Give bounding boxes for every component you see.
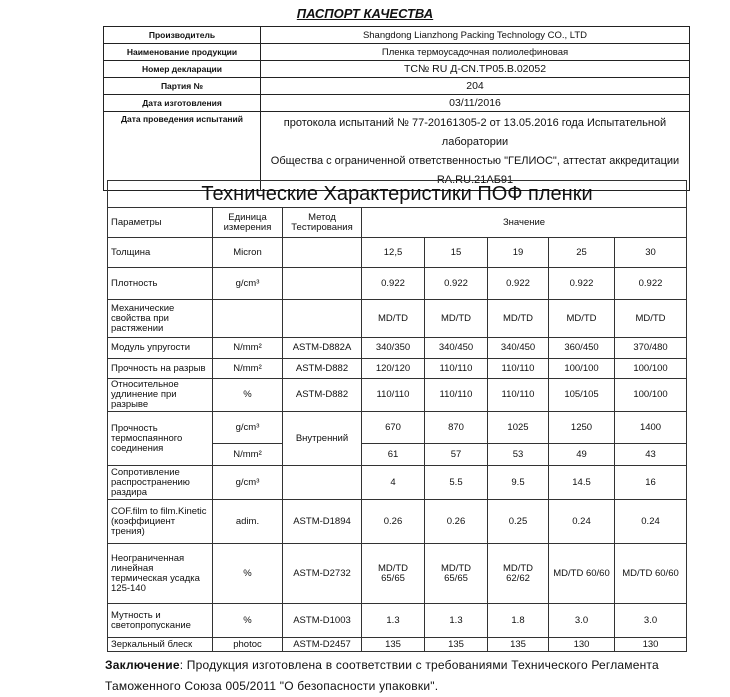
value-cell: 110/110: [425, 359, 488, 379]
value-cell: 49: [549, 444, 615, 466]
value-cell: 0.922: [425, 268, 488, 300]
param-cell: Сопротивление распространению раздира: [108, 466, 213, 500]
param-cell: Механические свойства при растяжении: [108, 300, 213, 338]
passport-row: [104, 112, 690, 191]
value-cell: 15: [425, 238, 488, 268]
value-cell: 4: [362, 466, 425, 500]
value-cell: 1.3: [425, 604, 488, 638]
spec-row: [108, 500, 687, 544]
value-cell: MD/TD 62/62: [488, 544, 549, 604]
header-method: Метод Тестирования: [283, 208, 362, 238]
conclusion-text: : Продукция изготовлена в соответствии с требованиями Технического Регламента: [179, 658, 659, 672]
spec-row: [108, 379, 687, 412]
value-cell: MD/TD: [425, 300, 488, 338]
unit-cell: g/cm³: [213, 268, 283, 300]
value-cell: 110/110: [488, 359, 549, 379]
value-cell: 110/110: [425, 379, 488, 412]
spec-row: [108, 604, 687, 638]
value-cell: MD/TD: [615, 300, 687, 338]
unit-cell: photoc: [213, 638, 283, 652]
spec-table: [107, 180, 687, 652]
unit-cell: N/mm²: [213, 444, 283, 466]
header-value: Значение: [362, 208, 687, 238]
value-cell: 670: [362, 412, 425, 444]
value-cell: 135: [425, 638, 488, 652]
passport-value: Shangdong Lianzhong Packing Technology CO., LTD: [261, 27, 690, 44]
test-protocol-line: протокола испытаний № 77-20161305-2 от 13.05.2016 года Испытательной лаборатории: [283, 117, 667, 148]
passport-table: [103, 26, 690, 191]
value-cell: 5.5: [425, 466, 488, 500]
param-cell: Мутность и светопропускание: [108, 604, 213, 638]
value-cell: 25: [549, 238, 615, 268]
value-cell: 120/120: [362, 359, 425, 379]
value-cell: MD/TD 65/65: [362, 544, 425, 604]
value-cell: 0.922: [488, 268, 549, 300]
value-cell: 9.5: [488, 466, 549, 500]
param-cell: Зеркальный блеск: [108, 638, 213, 652]
conclusion: [105, 655, 687, 697]
spec-row: [108, 338, 687, 359]
passport-label: Дата изготовления: [104, 95, 261, 112]
spec-row: [108, 300, 687, 338]
value-cell: 0.26: [425, 500, 488, 544]
conclusion-label: Заключение: [105, 658, 180, 672]
value-cell: 3.0: [615, 604, 687, 638]
value-cell: 57: [425, 444, 488, 466]
value-cell: 61: [362, 444, 425, 466]
value-cell: 0.24: [615, 500, 687, 544]
method-cell: [283, 466, 362, 500]
method-cell: ASTM-D882: [283, 359, 362, 379]
value-cell: 0.922: [549, 268, 615, 300]
param-cell: Относительное удлинение при разрыве: [108, 379, 213, 412]
value-cell: MD/TD: [488, 300, 549, 338]
value-cell: 870: [425, 412, 488, 444]
value-cell: 19: [488, 238, 549, 268]
passport-value: 03/11/2016: [261, 95, 690, 112]
value-cell: 110/110: [362, 379, 425, 412]
spec-row: [108, 466, 687, 500]
method-cell: ASTM-D2457: [283, 638, 362, 652]
spec-title: Технические Характеристики ПОФ пленки: [108, 181, 687, 208]
value-cell: 1025: [488, 412, 549, 444]
value-cell: 100/100: [549, 359, 615, 379]
value-cell: MD/TD: [362, 300, 425, 338]
value-cell: 1250: [549, 412, 615, 444]
value-cell: 1400: [615, 412, 687, 444]
value-cell: 340/450: [488, 338, 549, 359]
value-cell: 0.25: [488, 500, 549, 544]
value-cell: MD/TD 60/60: [549, 544, 615, 604]
value-cell: 14.5: [549, 466, 615, 500]
spec-header-row: [108, 208, 687, 238]
value-cell: 130: [549, 638, 615, 652]
unit-cell: %: [213, 379, 283, 412]
unit-cell: N/mm²: [213, 338, 283, 359]
param-cell: Прочность на разрыв: [108, 359, 213, 379]
spec-row: [108, 412, 687, 444]
unit-cell: g/cm³: [213, 412, 283, 444]
unit-cell: adim.: [213, 500, 283, 544]
value-cell: 53: [488, 444, 549, 466]
passport-value: Пленка термоусадочная полиолефиновая: [261, 44, 690, 61]
passport-label: Партия №: [104, 78, 261, 95]
method-cell: [283, 238, 362, 268]
unit-cell: %: [213, 604, 283, 638]
passport-value: 204: [261, 78, 690, 95]
value-cell: 135: [362, 638, 425, 652]
value-cell: 135: [488, 638, 549, 652]
method-cell: Внутренний: [283, 412, 362, 466]
passport-label: Производитель: [104, 27, 261, 44]
unit-cell: g/cm³: [213, 466, 283, 500]
passport-row: [104, 95, 690, 112]
spec-row: [108, 544, 687, 604]
passport-row: [104, 78, 690, 95]
value-cell: 1.3: [362, 604, 425, 638]
unit-cell: N/mm²: [213, 359, 283, 379]
method-cell: ASTM-D2732: [283, 544, 362, 604]
spec-row: [108, 238, 687, 268]
param-cell: Прочность термоспаянного соединения: [108, 412, 213, 466]
param-cell: COF.film to film.Kinetic (коэффициент трения): [108, 500, 213, 544]
method-cell: ASTM-D1894: [283, 500, 362, 544]
value-cell: 0.26: [362, 500, 425, 544]
param-cell: Модуль упругости: [108, 338, 213, 359]
value-cell: 340/350: [362, 338, 425, 359]
passport-label: Дата проведения испытаний: [104, 112, 261, 191]
passport-label: Наименование продукции: [104, 44, 261, 61]
value-cell: 0.24: [549, 500, 615, 544]
value-cell: 12,5: [362, 238, 425, 268]
passport-row: [104, 61, 690, 78]
value-cell: MD/TD 65/65: [425, 544, 488, 604]
value-cell: 3.0: [549, 604, 615, 638]
conclusion-text-line2: Таможенного Союза 005/2011 "О безопасности упаковки".: [105, 679, 439, 693]
value-cell: 100/100: [615, 359, 687, 379]
value-cell: MD/TD: [549, 300, 615, 338]
method-cell: [283, 300, 362, 338]
value-cell: 0.922: [615, 268, 687, 300]
value-cell: 100/100: [615, 379, 687, 412]
method-cell: [283, 268, 362, 300]
value-cell: 340/450: [425, 338, 488, 359]
value-cell: 1.8: [488, 604, 549, 638]
value-cell: 16: [615, 466, 687, 500]
passport-label: Номер декларации: [104, 61, 261, 78]
param-cell: Неограниченная линейная термическая усадка 125-140: [108, 544, 213, 604]
value-cell: 43: [615, 444, 687, 466]
passport-row: [104, 27, 690, 44]
header-param: Параметры: [108, 208, 213, 238]
value-cell: 30: [615, 238, 687, 268]
value-cell: 370/480: [615, 338, 687, 359]
spec-row: [108, 359, 687, 379]
method-cell: ASTM-D882: [283, 379, 362, 412]
unit-cell: %: [213, 544, 283, 604]
spec-row: [108, 638, 687, 652]
passport-value: ТС№ RU Д-CN.ТР05.В.02052: [261, 61, 690, 78]
passport-value: [261, 112, 690, 191]
value-cell: 130: [615, 638, 687, 652]
value-cell: 105/105: [549, 379, 615, 412]
test-protocol-line: RA.RU.21АБ91: [436, 174, 514, 186]
value-cell: 110/110: [488, 379, 549, 412]
value-cell: MD/TD 60/60: [615, 544, 687, 604]
unit-cell: [213, 300, 283, 338]
spec-row: [108, 268, 687, 300]
param-cell: Толщина: [108, 238, 213, 268]
value-cell: 0.922: [362, 268, 425, 300]
method-cell: ASTM-D882A: [283, 338, 362, 359]
test-protocol-line: Общества с ограниченной ответственностью "ГЕЛИОС", аттестат аккредитации: [270, 155, 680, 167]
document-title: ПАСПОРТ КАЧЕСТВА: [296, 6, 434, 21]
unit-cell: Micron: [213, 238, 283, 268]
value-cell: 360/450: [549, 338, 615, 359]
passport-row: [104, 44, 690, 61]
header-unit: Единица измерения: [213, 208, 283, 238]
param-cell: Плотность: [108, 268, 213, 300]
method-cell: ASTM-D1003: [283, 604, 362, 638]
